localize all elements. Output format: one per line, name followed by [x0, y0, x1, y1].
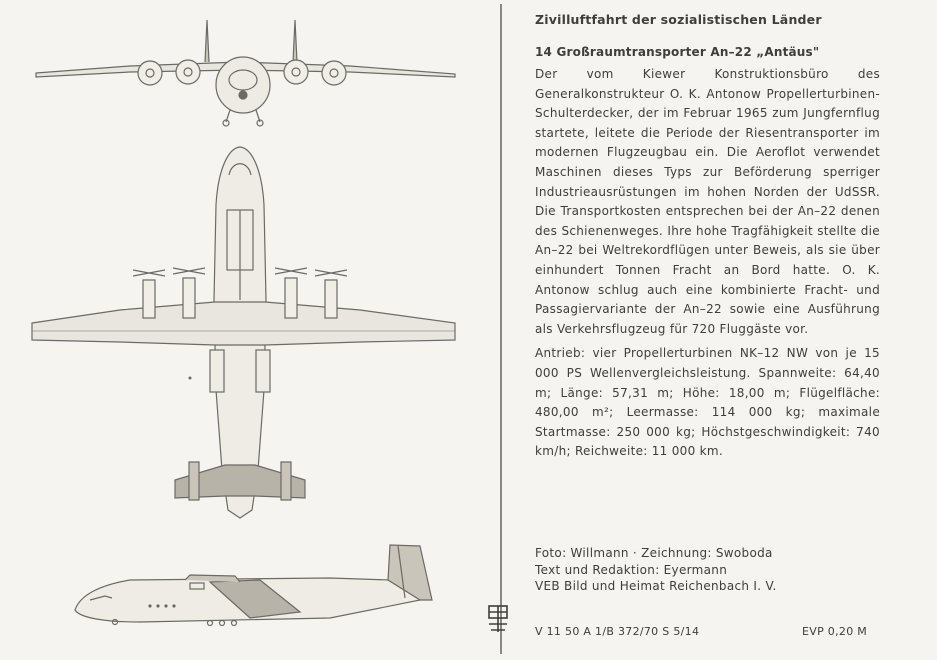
price-label: EVP 0,20 M: [802, 625, 868, 638]
dot-mark: [189, 377, 192, 380]
card-heading: 14 Großraumtransporter An–22 „Antäus": [535, 45, 820, 59]
text-column: [535, 12, 880, 462]
description-paragraph: Der vom Kiewer Konstruktionsbüro des Generalkonstrukteur O. K. Antonow Propellerturbinen-Schulterdecker, der im Februar 1965 zum Jungfernflug startete, leitete die Periode der Riesentransporter im modernen Flugzeugbau ein. Die Aeroflot verwendet Maschinen dieses Typs zur Beförderung sperriger Industrieausrüstungen im hohen Norden der UdSSR. Die Transportkosten entsprechen bei der An–22 denen des Schienenweges. Ihre hohe Tragfähigkeit stellte die An–22 bei Weltrekordflügen unter Beweis, als sie über einhundert Tonnen Fracht an Bord hatte. O. K. Antonow schlug auch eine kombinierte Fracht- und Passagiervariante der An–22 sowie eine Ausführung als Verkehrsflugzeug für 720 Fluggäste vor.: [535, 67, 880, 336]
specs-paragraph: Antrieb: vier Propellerturbinen NK–12 NW von je 15 000 PS Wellenvergleichsleistung. Spannweite: 64,40 m; Länge: 57,31 m; Höhe: 18,00 m; Flügelfläche: 480,00 m²; Leermasse: 114 000 kg; maximale Startmasse: 250 000 kg; Höchstgeschwindigkeit: 740 km/h; Reichweite: 11 000 km.: [535, 346, 880, 459]
credit-text: Text und Redaktion: Eyermann: [535, 562, 728, 577]
print-code: V 11 50 A 1/B 372/70 S 5/14: [535, 625, 700, 638]
front-view-drawing: [36, 20, 455, 126]
top-view-drawing: [32, 147, 455, 518]
publisher-logo-icon: [486, 604, 510, 634]
credit-photo-drawing: Foto: Willmann · Zeichnung: Swoboda: [535, 546, 773, 560]
column-divider: [500, 4, 502, 654]
side-view-drawing: [75, 545, 432, 626]
credits-block: [535, 545, 777, 595]
series-title: Zivilluftfahrt der sozialistischen Länder: [535, 12, 822, 27]
credit-publisher: VEB Bild und Heimat Reichenbach I. V.: [535, 579, 777, 593]
